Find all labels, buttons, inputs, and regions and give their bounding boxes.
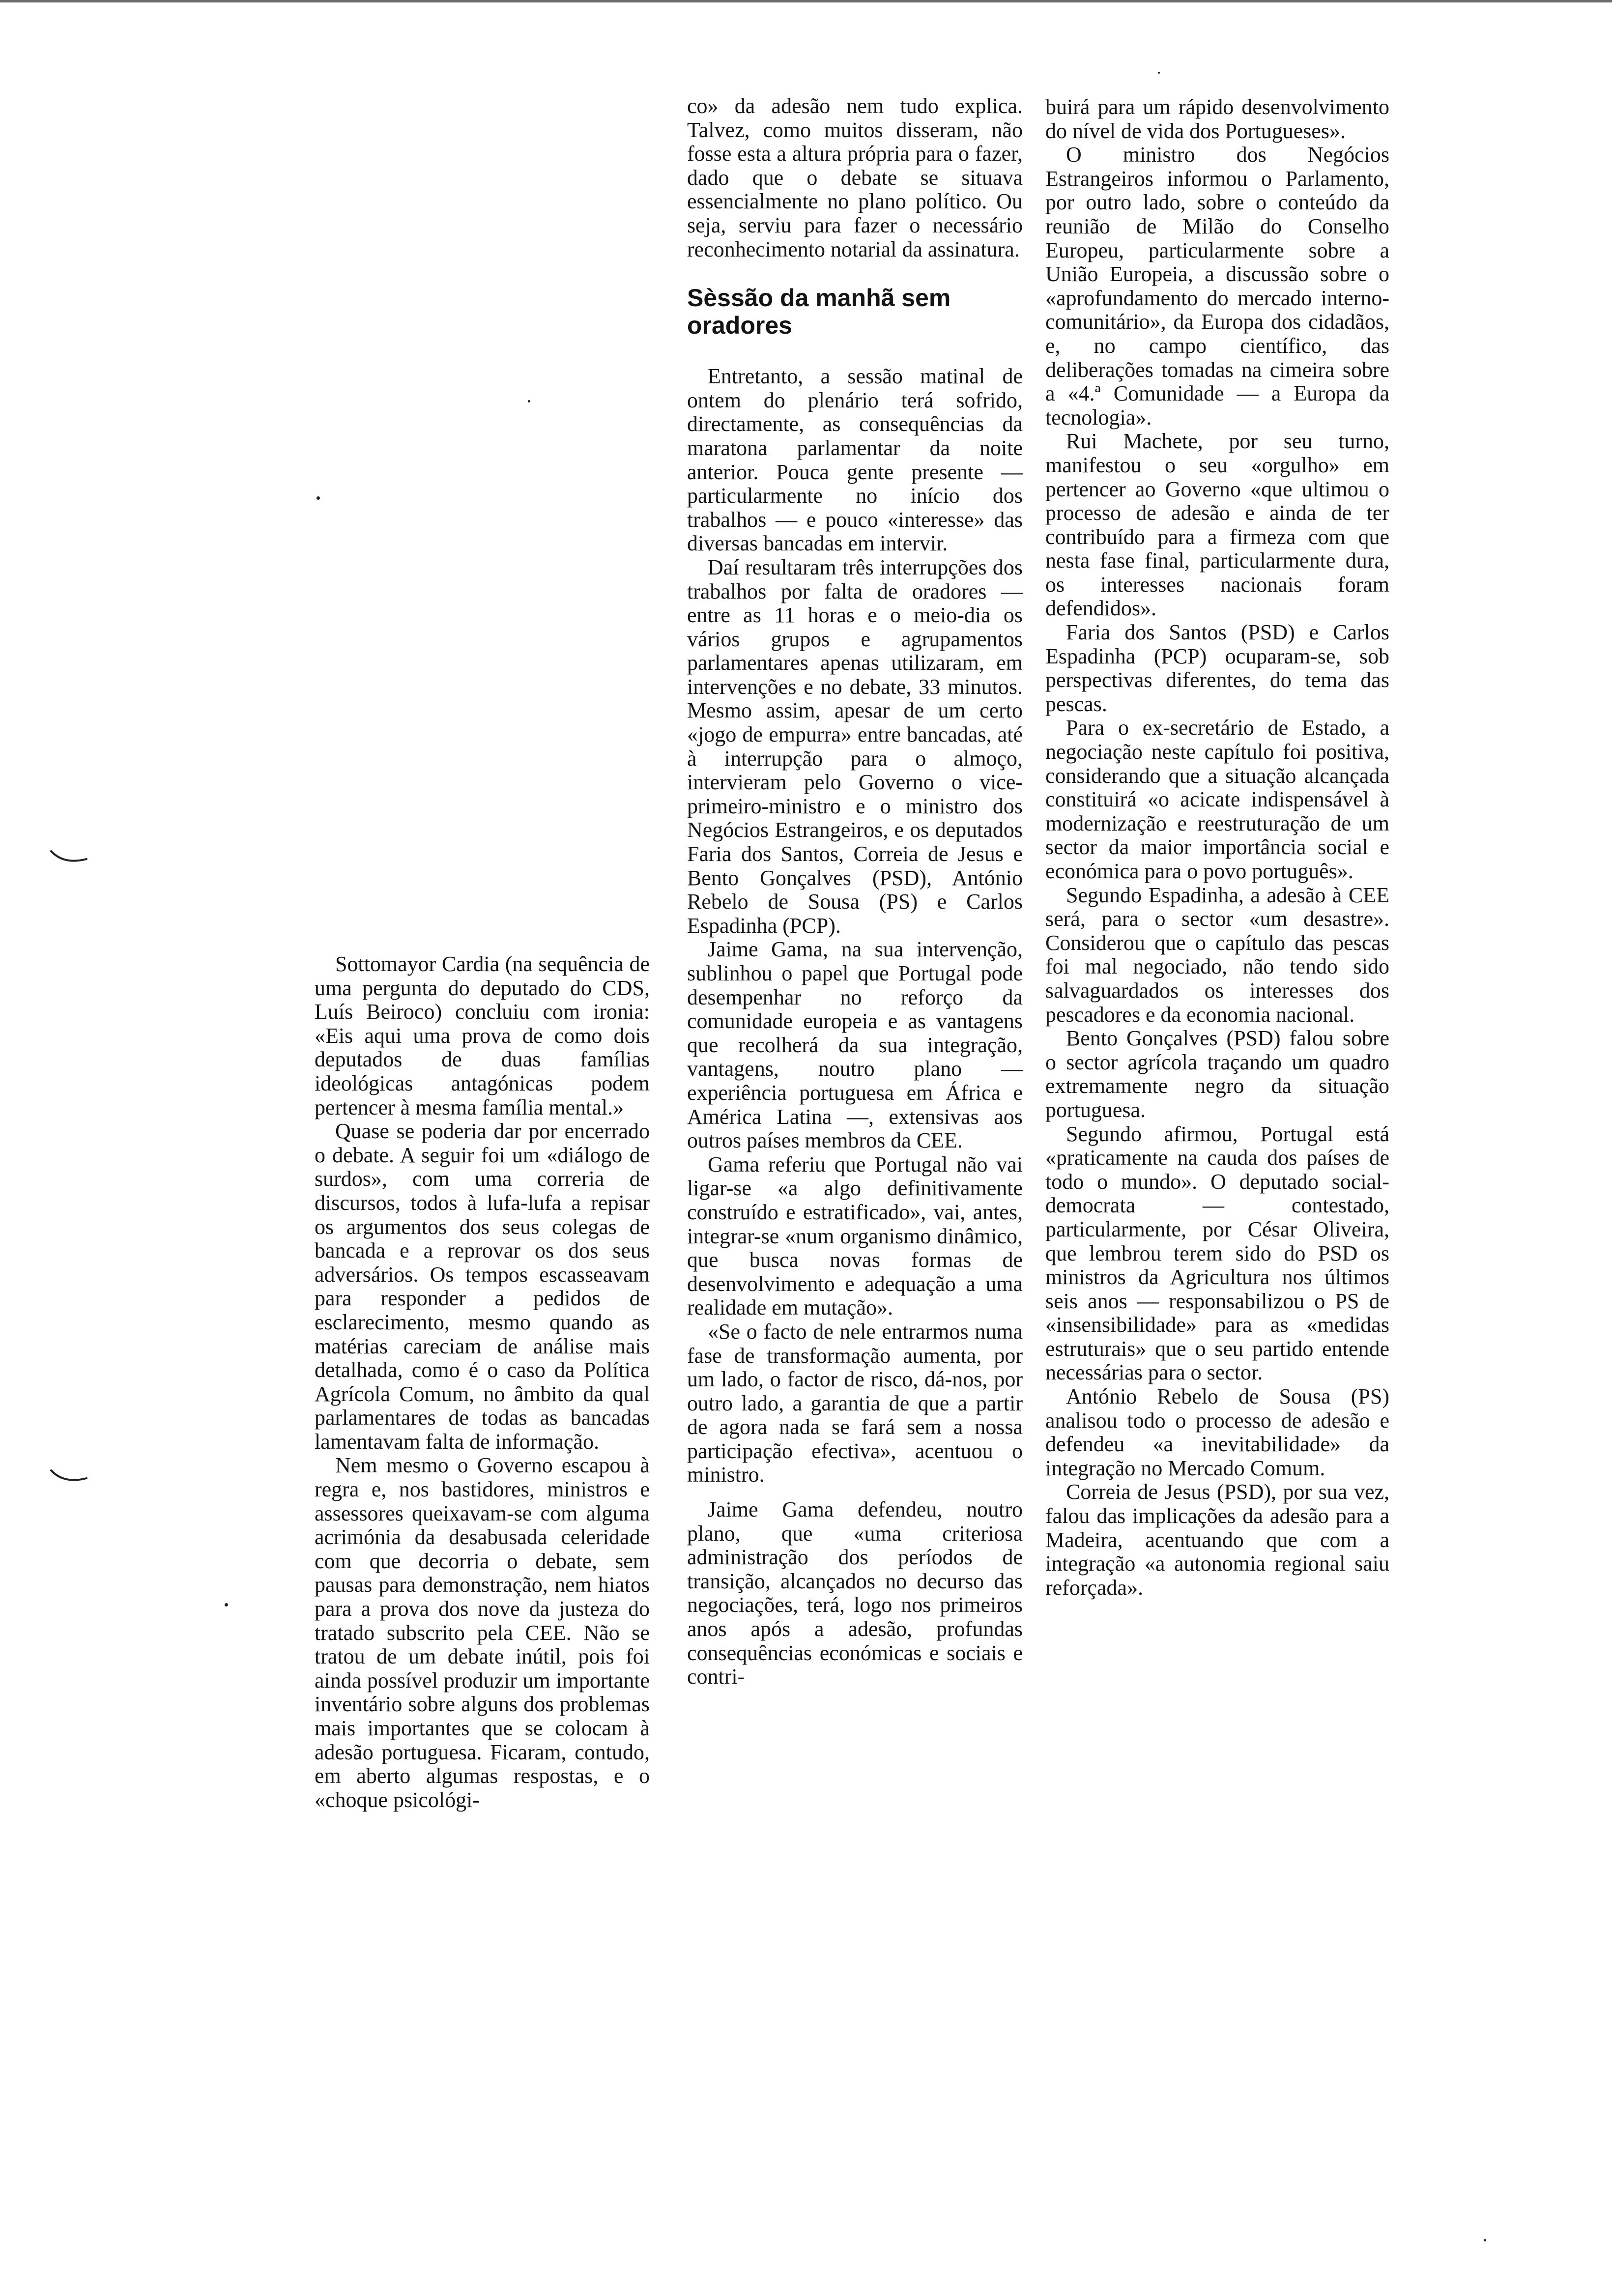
top-rule	[0, 0, 1612, 2]
paragraph: Quase se poderia dar por encerrado o debate. A seguir foi um «diálogo de surdos», com uma correria de discursos, todos à lufa-lufa a repisar os argumentos dos seus colegas de bancada e a reprovar os dos seus adversários. Os tempos escasseavam para responder a pedidos de esclarecimento, mesmo quando as matérias careciam de análise mais detalhada, como é o caso da Política Agrícola Comum, no âmbito da qual parlamentares de todas as bancadas lamentavam falta de informação.	[315, 1119, 650, 1454]
margin-tick-mark	[49, 848, 88, 868]
paragraph: Bento Gonçalves (PSD) falou sobre o sector agrícola traçando um quadro extremamente negro da situação portuguesa.	[1045, 1026, 1389, 1122]
lead-continuation: co» da adesão nem tudo explica. Talvez, como muitos disseram, não fosse esta a altura própria para o fazer, dado que o debate se situava essencialmente no plano político. Ou seja, serviu para fazer o necessário reconhecimento notarial da assinatura.	[687, 94, 1023, 261]
paragraph: Rui Machete, por seu turno, manifestou o seu «orgulho» em pertencer ao Governo «que ultimou o processo de adesão e ainda de ter contribuído para a firmeza com que nesta fase final, particularmente dura, os interesses nacionais foram defendidos».	[1045, 429, 1389, 621]
margin-tick-mark	[49, 1467, 88, 1487]
section-subheading: Sèssão da manhã sem oradores	[687, 284, 951, 340]
lead-continuation: buirá para um rápido desenvolvimento do nível de vida dos Portugueses».	[1045, 95, 1389, 143]
scan-speck	[317, 496, 320, 500]
paragraph: Entretanto, a sessão matinal de ontem do plenário terá sofrido, directamente, as consequências da maratona parlamentar da noite anterior. Pouca gente presente — particularmente no início dos trabalhos — e pouco «interesse» das diversas bancadas em intervir.	[687, 364, 1023, 556]
paragraph: Segundo afirmou, Portugal está «praticamente na cauda dos países de todo o mundo». O deputado social-democrata — contestado, particularmente, por César Oliveira, que lembrou terem sido do PSD os ministros da Agricultura nos últimos seis anos — responsabilizou o PS de «insensibilidade» para as «medidas estruturais» que o seu partido entende necessárias para o sector.	[1045, 1121, 1389, 1385]
scan-speck	[528, 400, 530, 402]
paragraph: Gama referiu que Portugal não vai ligar-se «a algo definitivamente construído e estratificado», vai, antes, integrar-se «num organismo dinâmico, que busca novas formas de desenvolvimento e adequação a uma realidade em mutação».	[687, 1152, 1023, 1320]
paragraph: Sottomayor Cardia (na sequência de uma pergunta do deputado do CDS, Luís Beiroco) concluiu com ironia: «Eis aqui uma prova de como dois deputados de duas famílias ideológicas antagónicas podem pertencer à mesma família mental.»	[315, 952, 650, 1119]
scan-speck	[1158, 72, 1160, 74]
scan-speck	[225, 1603, 228, 1607]
paragraph: Nem mesmo o Governo escapou à regra e, nos bastidores, ministros e assessores queixavam-se com alguma acrimónia da desabusada celeridade com que decorria o debate, sem pausas para demonstração, nem hiatos para a prova dos nove da justeza do tratado subscrito pela CEE. Não se tratou de um debate inútil, pois foi ainda possível produzir um importante inventário sobre alguns dos problemas mais importantes que se colocam à adesão portuguesa. Ficaram, contudo, em aberto algumas respostas, e o «choque psicológi-	[315, 1453, 650, 1812]
paragraph: Jaime Gama, na sua intervenção, sublinhou o papel que Portugal pode desempenhar no reforço da comunidade europeia e as vantagens que recolherá da sua integração, vantagens, noutro plano — experiência portuguesa em África e América Latina —, extensivas aos outros países membros da CEE.	[687, 937, 1023, 1153]
article-column-1	[315, 952, 650, 1812]
paragraph: Jaime Gama defendeu, noutro plano, que «uma criteriosa administração dos períodos de transição, alcançados no decurso das negociações, terá, logo nos primeiros anos após a adesão, profundas consequências económicas e sociais e contri-	[687, 1497, 1023, 1689]
paragraph: Daí resultaram três interrupções dos trabalhos por falta de oradores — entre as 11 horas e o meio-dia os vários grupos e agrupamentos parlamentares apenas utilizaram, em intervenções e no debate, 33 minutos. Mesmo assim, apesar de um certo «jogo de empurra» entre bancadas, até à interrupção para o almoço, intervieram pelo Governo o vice-primeiro-ministro e o ministro dos Negócios Estrangeiros, e os deputados Faria dos Santos, Correia de Jesus e Bento Gonçalves (PSD), António Rebelo de Sousa (PS) e Carlos Espadinha (PCP).	[687, 555, 1023, 938]
scan-speck	[1484, 2239, 1486, 2241]
paragraph: «Se o facto de nele entrarmos numa fase de transformação aumenta, por um lado, o factor de risco, dá-nos, por outro lado, a garantia de que a partir de agora nada se fará sem a nossa participação efectiva», acentuou o ministro.	[687, 1319, 1023, 1487]
paragraph: Correia de Jesus (PSD), por sua vez, falou das implicações da adesão para a Madeira, acentuando que com a integração «a autonomia regional saiu reforçada».	[1045, 1480, 1389, 1600]
article-column-2	[687, 94, 1023, 1689]
paragraph: Segundo Espadinha, a adesão à CEE será, para o sector «um desastre». Considerou que o capítulo das pescas foi mal negociado, não tendo sido salvaguardados os interesses dos pescadores e da economia nacional.	[1045, 883, 1389, 1027]
paragraph: Para o ex-secretário de Estado, a negociação neste capítulo foi positiva, considerando que a situação alcançada constituirá «o acicate indispensável à modernização e reestruturação de um sector da maior importância social e económica para o povo português».	[1045, 716, 1389, 883]
paragraph: O ministro dos Negócios Estrangeiros informou o Parlamento, por outro lado, sobre o conteúdo da reunião de Milão do Conselho Europeu, particularmente sobre a União Europeia, a discussão sobre o «aprofundamento do mercado interno-comunitário», da Europa dos cidadãos, e, no campo científico, das deliberações tomadas na cimeira sobre a «4.ª Comunidade — a Europa da tecnologia».	[1045, 143, 1389, 430]
paragraph: Faria dos Santos (PSD) e Carlos Espadinha (PCP) ocuparam-se, sob perspectivas diferentes, do tema das pescas.	[1045, 620, 1389, 716]
article-column-3	[1045, 95, 1389, 1600]
paragraph: António Rebelo de Sousa (PS) analisou todo o processo de adesão e defendeu «a inevitabilidade» da integração no Mercado Comum.	[1045, 1384, 1389, 1480]
